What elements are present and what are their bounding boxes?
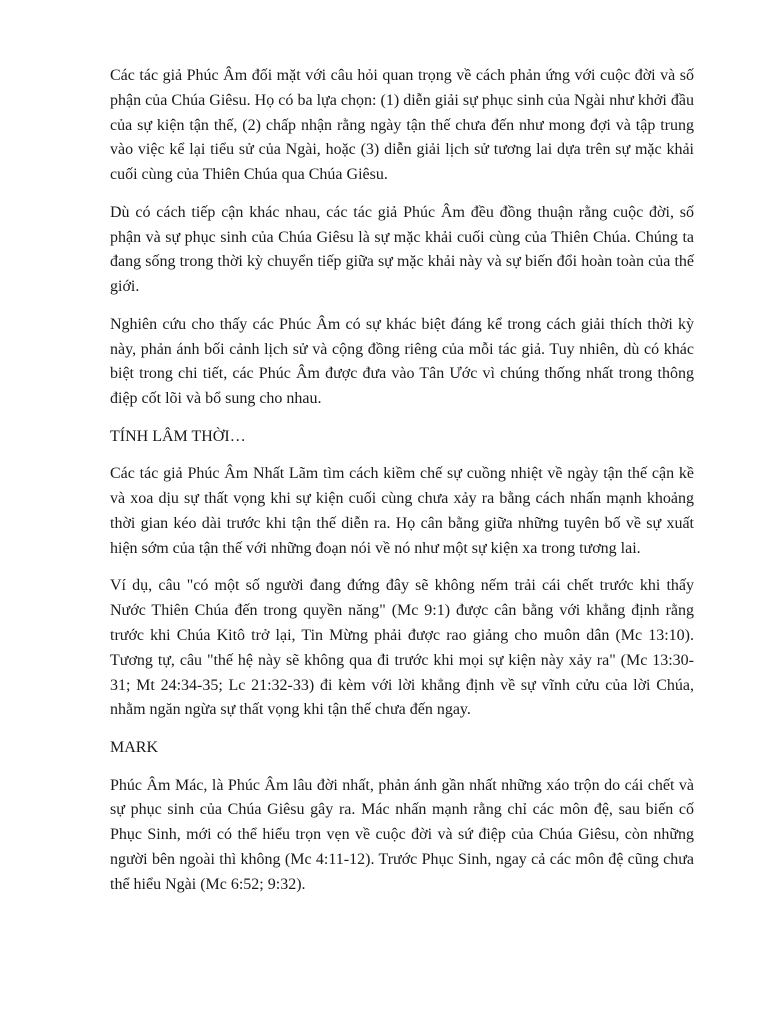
paragraph-final-revelation: Dù có cách tiếp cận khác nhau, các tác giả Phúc Âm đều đồng thuận rằng cuộc đời, số phận và sự phục sinh của Chúa Giêsu là sự mặc khải cuối cùng của Thiên Chúa. Chúng ta đang sống trong thời kỳ chuyển tiếp giữa sự mặc khải này và sự biến đổi hoàn toàn của thế giới. — [110, 203, 694, 296]
paragraph-gospel-differences: Nghiên cứu cho thấy các Phúc Âm có sự khác biệt đáng kể trong cách giải thích thời kỳ này, phản ánh bối cảnh lịch sử và cộng đồng riêng của mỗi tác giả. Tuy nhiên, dù có khác biệt trong chi tiết, các Phúc Âm được đưa vào Tân Ước vì chúng thống nhất trong thông điệp cốt lõi và bổ sung cho nhau. — [110, 315, 694, 408]
paragraph-gospel-authors-choices: Các tác giả Phúc Âm đối mặt với câu hỏi quan trọng về cách phản ứng với cuộc đời và số phận của Chúa Giêsu. Họ có ba lựa chọn: (1) diễn giải sự phục sinh của Ngài như khởi đầu của sự kiện tận thế, (2) chấp nhận rằng ngày tận thế chưa đến như mong đợi và tập trung vào việc kể lại tiểu sử của Ngài, hoặc (3) diễn giải lịch sử tương lai dựa trên sự mặc khải cuối cùng của Thiên Chúa qua Chúa Giêsu. — [110, 67, 694, 184]
section-heading-provisional: TÍNH LÂM THỜI… — [110, 427, 246, 445]
paragraph-synoptic-restraint: Các tác giả Phúc Âm Nhất Lãm tìm cách kiềm chế sự cuồng nhiệt về ngày tận thế cận kề và xoa dịu sự thất vọng khi sự kiện cuối cùng chưa xảy ra bằng cách nhấn mạnh khoảng thời gian kéo dài trước khi tận thế diễn ra. Họ cân bằng giữa những tuyên bố về sự xuất hiện sớm của tận thế với những đoạn nói về nó như một sự kiện xa trong tương lai. — [110, 465, 694, 557]
document-page — [110, 64, 694, 910]
section-heading-mark: MARK — [110, 738, 159, 756]
paragraph-gospel-of-mark: Phúc Âm Mác, là Phúc Âm lâu đời nhất, phản ánh gần nhất những xáo trộn do cái chết và sự phục sinh của Chúa Giêsu gây ra. Mác nhấn mạnh rằng chỉ các môn đệ, sau biến cố Phục Sinh, mới có thể hiểu trọn vẹn về cuộc đời và sứ điệp của Chúa Giêsu, còn những người bên ngoài thì không (Mc 4:11-12). Trước Phục Sinh, ngay cả các môn đệ cũng chưa thể hiểu Ngài (Mc 6:52; 9:32). — [110, 776, 694, 893]
paragraph-examples: Ví dụ, câu "có một số người đang đứng đây sẽ không nếm trải cái chết trước khi thấy Nước Thiên Chúa đến trong quyền năng" (Mc 9:1) được cân bằng với khẳng định rằng trước khi Chúa Kitô trở lại, Tin Mừng phải được rao giảng cho muôn dân (Mc 13:10). Tương tự, câu "thế hệ này sẽ không qua đi trước khi mọi sự kiện này xảy ra" (Mc 13:30-31; Mt 24:34-35; Lc 21:32-33) đi kèm với lời khẳng định về sự vĩnh cửu của lời Chúa, nhằm ngăn ngừa sự thất vọng khi tận thế chưa đến ngay. — [110, 577, 694, 719]
